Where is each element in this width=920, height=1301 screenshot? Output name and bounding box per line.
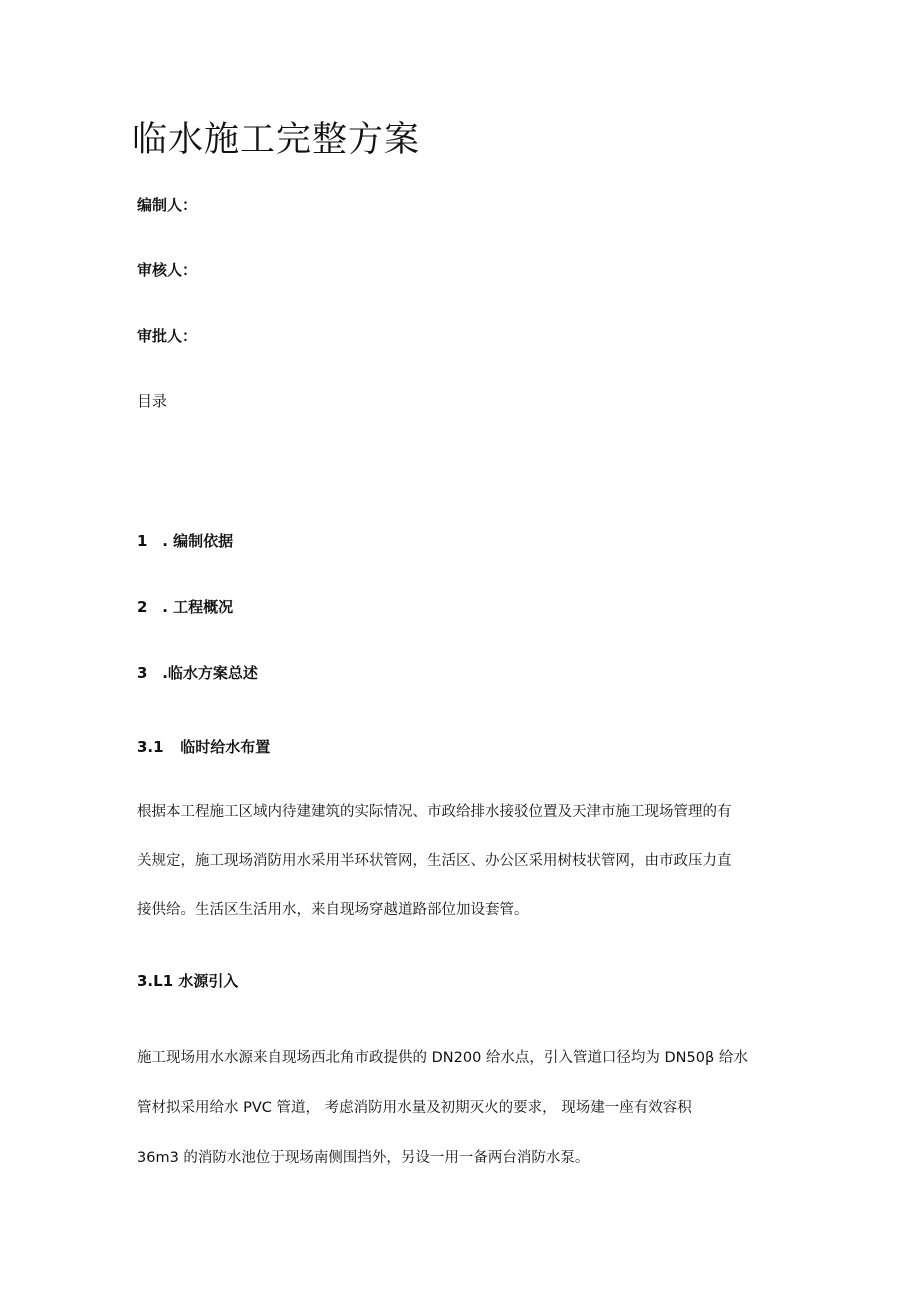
section-3-1-1-heading: 3.L1 水源引入 [137,972,239,990]
section-number: 3.1 [137,738,164,756]
section-3-1-heading [137,736,270,758]
section-3-1-1-paragraph [137,1042,787,1174]
toc-item-label: . 工程概况 [162,598,234,616]
section-3-1-paragraph [137,796,787,926]
toc-item-2[interactable] [137,596,233,618]
toc-item-label: . 编制依据 [162,532,234,550]
approver-field-label: 审批人： [137,327,198,345]
toc-item-number: 1 [137,532,148,550]
toc-item-number: 2 [137,598,148,616]
paragraph-line: 管材拟采用给水 PVC 管道， 考虑消防用水量及初期灭火的要求， 现场建一座有效容积 [137,1100,692,1116]
document-title: 临水施工完整方案 [132,120,421,160]
section-title: 临时给水布置 [180,738,271,756]
reviewer-field-label: 审核人： [137,261,198,279]
toc-item-1[interactable] [137,530,233,552]
paragraph-line: 36m3 的消防水池位于现场南侧围挡外，另设一用一备两台消防水泵。 [137,1150,590,1166]
toc-heading: 目录 [137,392,168,410]
toc-item-3[interactable] [137,662,258,684]
editor-field-label: 编制人： [137,196,198,214]
paragraph-line: 根据本工程施工区域内待建建筑的实际情况、市政给排水接驳位置及天津市施工现场管理的有 [137,804,732,820]
toc-item-label: .临水方案总述 [162,664,258,682]
toc-item-number: 3 [137,664,148,682]
paragraph-line: 施工现场用水水源来自现场西北角市政提供的 DN200 给水点，引入管道口径均为 DN50β 给水 [137,1050,748,1066]
paragraph-line: 关规定，施工现场消防用水采用半环状管网，生活区、办公区采用树枝状管网，由市政压力直 [137,853,732,869]
paragraph-line: 接供给。生活区生活用水，来自现场穿越道路部位加设套管。 [137,902,529,918]
